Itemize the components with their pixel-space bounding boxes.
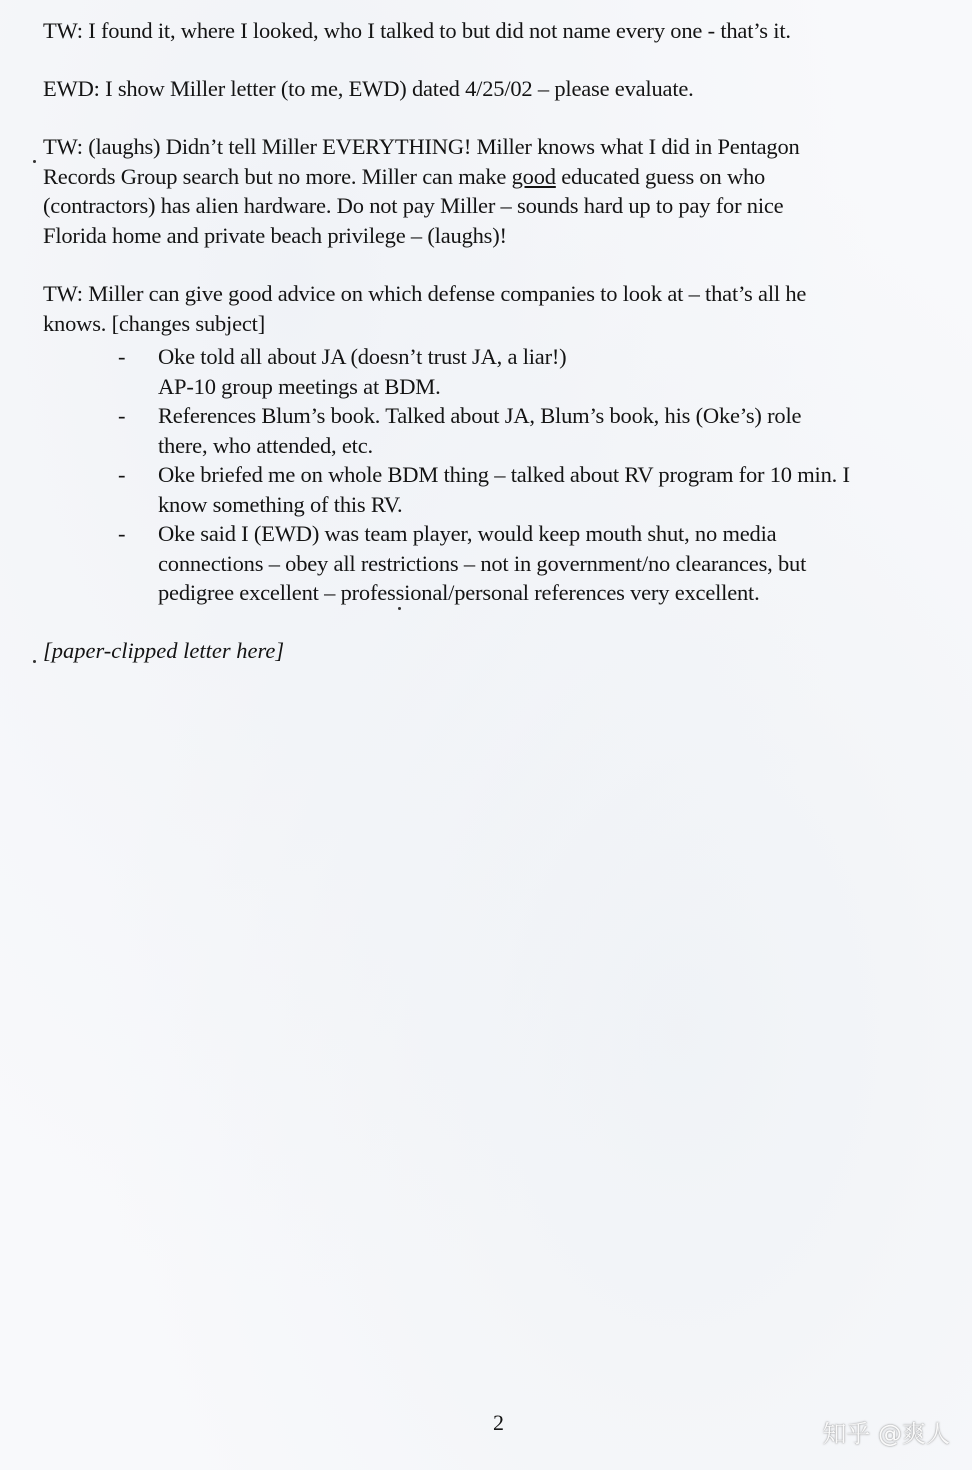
- paragraph-line: TW: Miller can give good advice on which defense companies to look at – that’s all he: [43, 281, 807, 306]
- bullet-dash: -: [118, 521, 126, 546]
- paragraph-line: (contractors) has alien hardware. Do not pay Miller – sounds hard up to pay for nice: [43, 193, 784, 218]
- bullet-item: [118, 460, 968, 519]
- bullet-line: know something of this RV.: [158, 491, 403, 517]
- paragraph-tw-defense-companies: [43, 279, 948, 338]
- paragraph-ewd-miller-letter: [43, 74, 948, 104]
- scan-speck: [33, 660, 36, 663]
- paragraph-line: TW: (laughs) Didn’t tell Miller EVERYTHING! Miller knows what I did in Pentagon: [43, 134, 800, 159]
- paragraph-line: knows. [changes subject]: [43, 310, 266, 336]
- page-number: 2: [493, 1410, 504, 1435]
- bullet-line: there, who attended, etc.: [158, 432, 373, 458]
- bullet-line: pedigree excellent – professional/personal references very excellent.: [158, 580, 760, 605]
- bullet-line: connections – obey all restrictions – not in government/no clearances, but: [158, 550, 807, 576]
- bullet-line: Oke briefed me on whole BDM thing – talked about RV program for 10 min. I: [158, 462, 850, 487]
- underlined-word: good: [511, 163, 556, 189]
- bullet-item: [118, 342, 968, 401]
- paragraph-tw-found-it: [43, 16, 948, 46]
- bullet-dash: -: [118, 403, 126, 428]
- paragraph-line-with-underline: [43, 162, 948, 192]
- bullet-line: Oke said I (EWD) was team player, would keep mouth shut, no media: [158, 521, 777, 546]
- text-segment: Records Group search but no more. Miller can make: [43, 163, 512, 189]
- bullet-dash: -: [118, 462, 126, 487]
- scan-speck: [398, 607, 401, 610]
- paragraph-line: Florida home and private beach privilege – (laughs)!: [43, 222, 507, 248]
- bullet-item: [118, 519, 968, 608]
- paragraph-tw-laughs: [43, 132, 948, 250]
- bullet-dash: -: [118, 344, 126, 369]
- watermark-text: 知乎 @爽人: [822, 1420, 950, 1448]
- scan-speck: [33, 160, 36, 163]
- bullet-line: Oke told all about JA (doesn’t trust JA, a liar!): [158, 344, 567, 369]
- bullet-line: AP-10 group meetings at BDM.: [158, 373, 441, 399]
- paragraph-line: TW: I found it, where I looked, who I talked to but did not name every one - that’s it.: [43, 18, 791, 43]
- bullet-line: References Blum’s book. Talked about JA, Blum’s book, his (Oke’s) role: [158, 403, 802, 428]
- bullet-list: [118, 342, 968, 608]
- paragraph-line: EWD: I show Miller letter (to me, EWD) dated 4/25/02 – please evaluate.: [43, 76, 694, 101]
- text-segment: educated guess on who: [555, 163, 766, 189]
- italic-note: [paper-clipped letter here]: [43, 638, 285, 663]
- bullet-item: [118, 401, 968, 460]
